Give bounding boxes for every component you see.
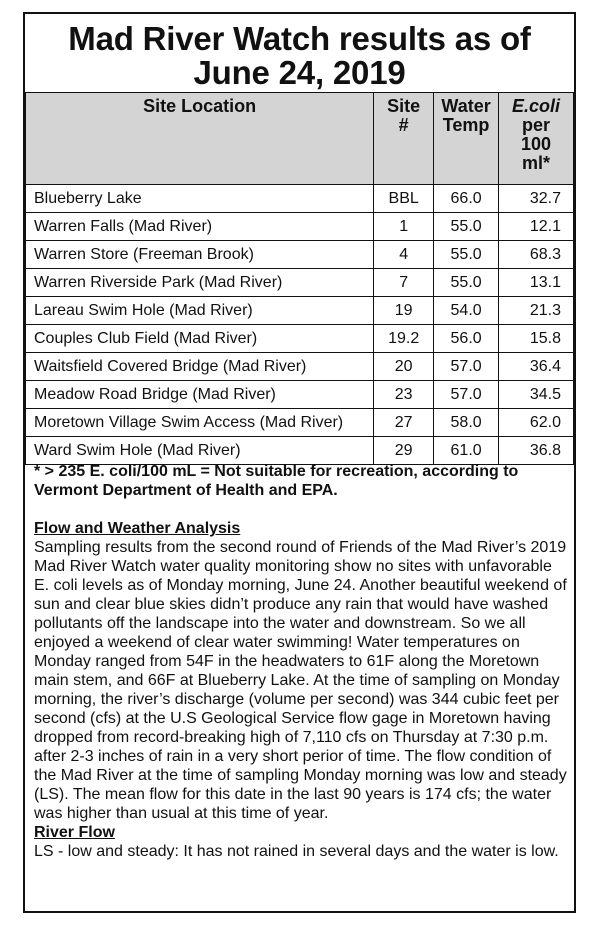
table-row [26,269,574,297]
site-name: Warren Store (Freeman Brook) [26,241,374,269]
flow-weather-heading: Flow and Weather Analysis [34,520,241,537]
ecoli-value: 13.1 [499,269,574,297]
site-number: 20 [374,353,434,381]
recreation-footnote: * > 235 E. coli/100 mL = Not suitable for recreation, according to Vermont Department of Health and EPA. [34,463,519,499]
water-temp: 57.0 [434,353,499,381]
site-name: Blueberry Lake [26,185,374,213]
site-name: Waitsfield Covered Bridge (Mad River) [26,353,374,381]
table-row [26,241,574,269]
header-site-location: Site Location [26,93,374,185]
table-row [26,381,574,409]
water-temp: 61.0 [434,437,499,465]
water-temp: 55.0 [434,241,499,269]
water-temp: 58.0 [434,409,499,437]
site-name: Meadow Road Bridge (Mad River) [26,381,374,409]
table-row [26,409,574,437]
water-temp: 55.0 [434,269,499,297]
ecoli-value: 68.3 [499,241,574,269]
site-number: 27 [374,409,434,437]
river-flow-text: LS - low and steady: It has not rained in several days and the water is low. [34,843,559,860]
table-row [26,297,574,325]
water-temp: 54.0 [434,297,499,325]
site-number: 4 [374,241,434,269]
table-row [26,213,574,241]
ecoli-value: 36.8 [499,437,574,465]
table-row [26,437,574,465]
table-header-row [26,93,574,185]
ecoli-value: 36.4 [499,353,574,381]
flow-weather-text: Sampling results from the second round of Friends of the Mad River’s 2019 Mad River Watch water quality monitoring show no sites with unfavorable E. coli levels as of Monday morning, June 24. Another beautiful weekend of sun and clear blue skies didn’t produce any rain that would have washed pollutants off the landscape into the water and downstream. So we all enjoyed a weekend of clear water swimming! Water temperatures on Monday ranged from 54F in the headwaters to 61F along the Moretown main stem, and 66F at Blueberry Lake. At the time of sampling on Monday morning, the river’s discharge (volume per second) was 344 cubic feet per second (cfs) at the U.S Geological Service flow gage in Moretown having dropped from record-breaking high of 7,110 cfs on Thursday at 7:30 p.m. after 2-3 inches of rain in a very short perior of time. The flow condition of the Mad River at the time of sampling Monday morning was low and steady (LS). The mean flow for this date in the last 90 years is 174 cfs; the water was higher than usual at this time of year. [34,539,567,822]
title-line-2: June 24, 2019 [193,54,406,91]
water-temp: 57.0 [434,381,499,409]
site-number: 29 [374,437,434,465]
site-number: BBL [374,185,434,213]
ecoli-value: 12.1 [499,213,574,241]
site-name: Warren Falls (Mad River) [26,213,374,241]
ecoli-value: 15.8 [499,325,574,353]
notes-section [34,462,569,861]
river-flow-heading: River Flow [34,824,115,841]
site-name: Warren Riverside Park (Mad River) [26,269,374,297]
results-table [25,92,574,465]
water-temp: 66.0 [434,185,499,213]
header-ecoli: E.coli per 100 ml* [499,93,574,185]
header-site-number: Site # [374,93,434,185]
title-line-1: Mad River Watch results as of [68,20,531,57]
ecoli-value: 32.7 [499,185,574,213]
site-number: 1 [374,213,434,241]
table-row [26,185,574,213]
ecoli-value: 62.0 [499,409,574,437]
site-number: 23 [374,381,434,409]
site-name: Moretown Village Swim Access (Mad River) [26,409,374,437]
site-name: Ward Swim Hole (Mad River) [26,437,374,465]
header-water-temp: Water Temp [434,93,499,185]
page-title [25,14,574,92]
results-panel [23,12,576,913]
site-number: 7 [374,269,434,297]
water-temp: 55.0 [434,213,499,241]
water-temp: 56.0 [434,325,499,353]
ecoli-value: 21.3 [499,297,574,325]
site-number: 19 [374,297,434,325]
ecoli-value: 34.5 [499,381,574,409]
site-name: Lareau Swim Hole (Mad River) [26,297,374,325]
table-row [26,353,574,381]
table-row [26,325,574,353]
site-name: Couples Club Field (Mad River) [26,325,374,353]
site-number: 19.2 [374,325,434,353]
